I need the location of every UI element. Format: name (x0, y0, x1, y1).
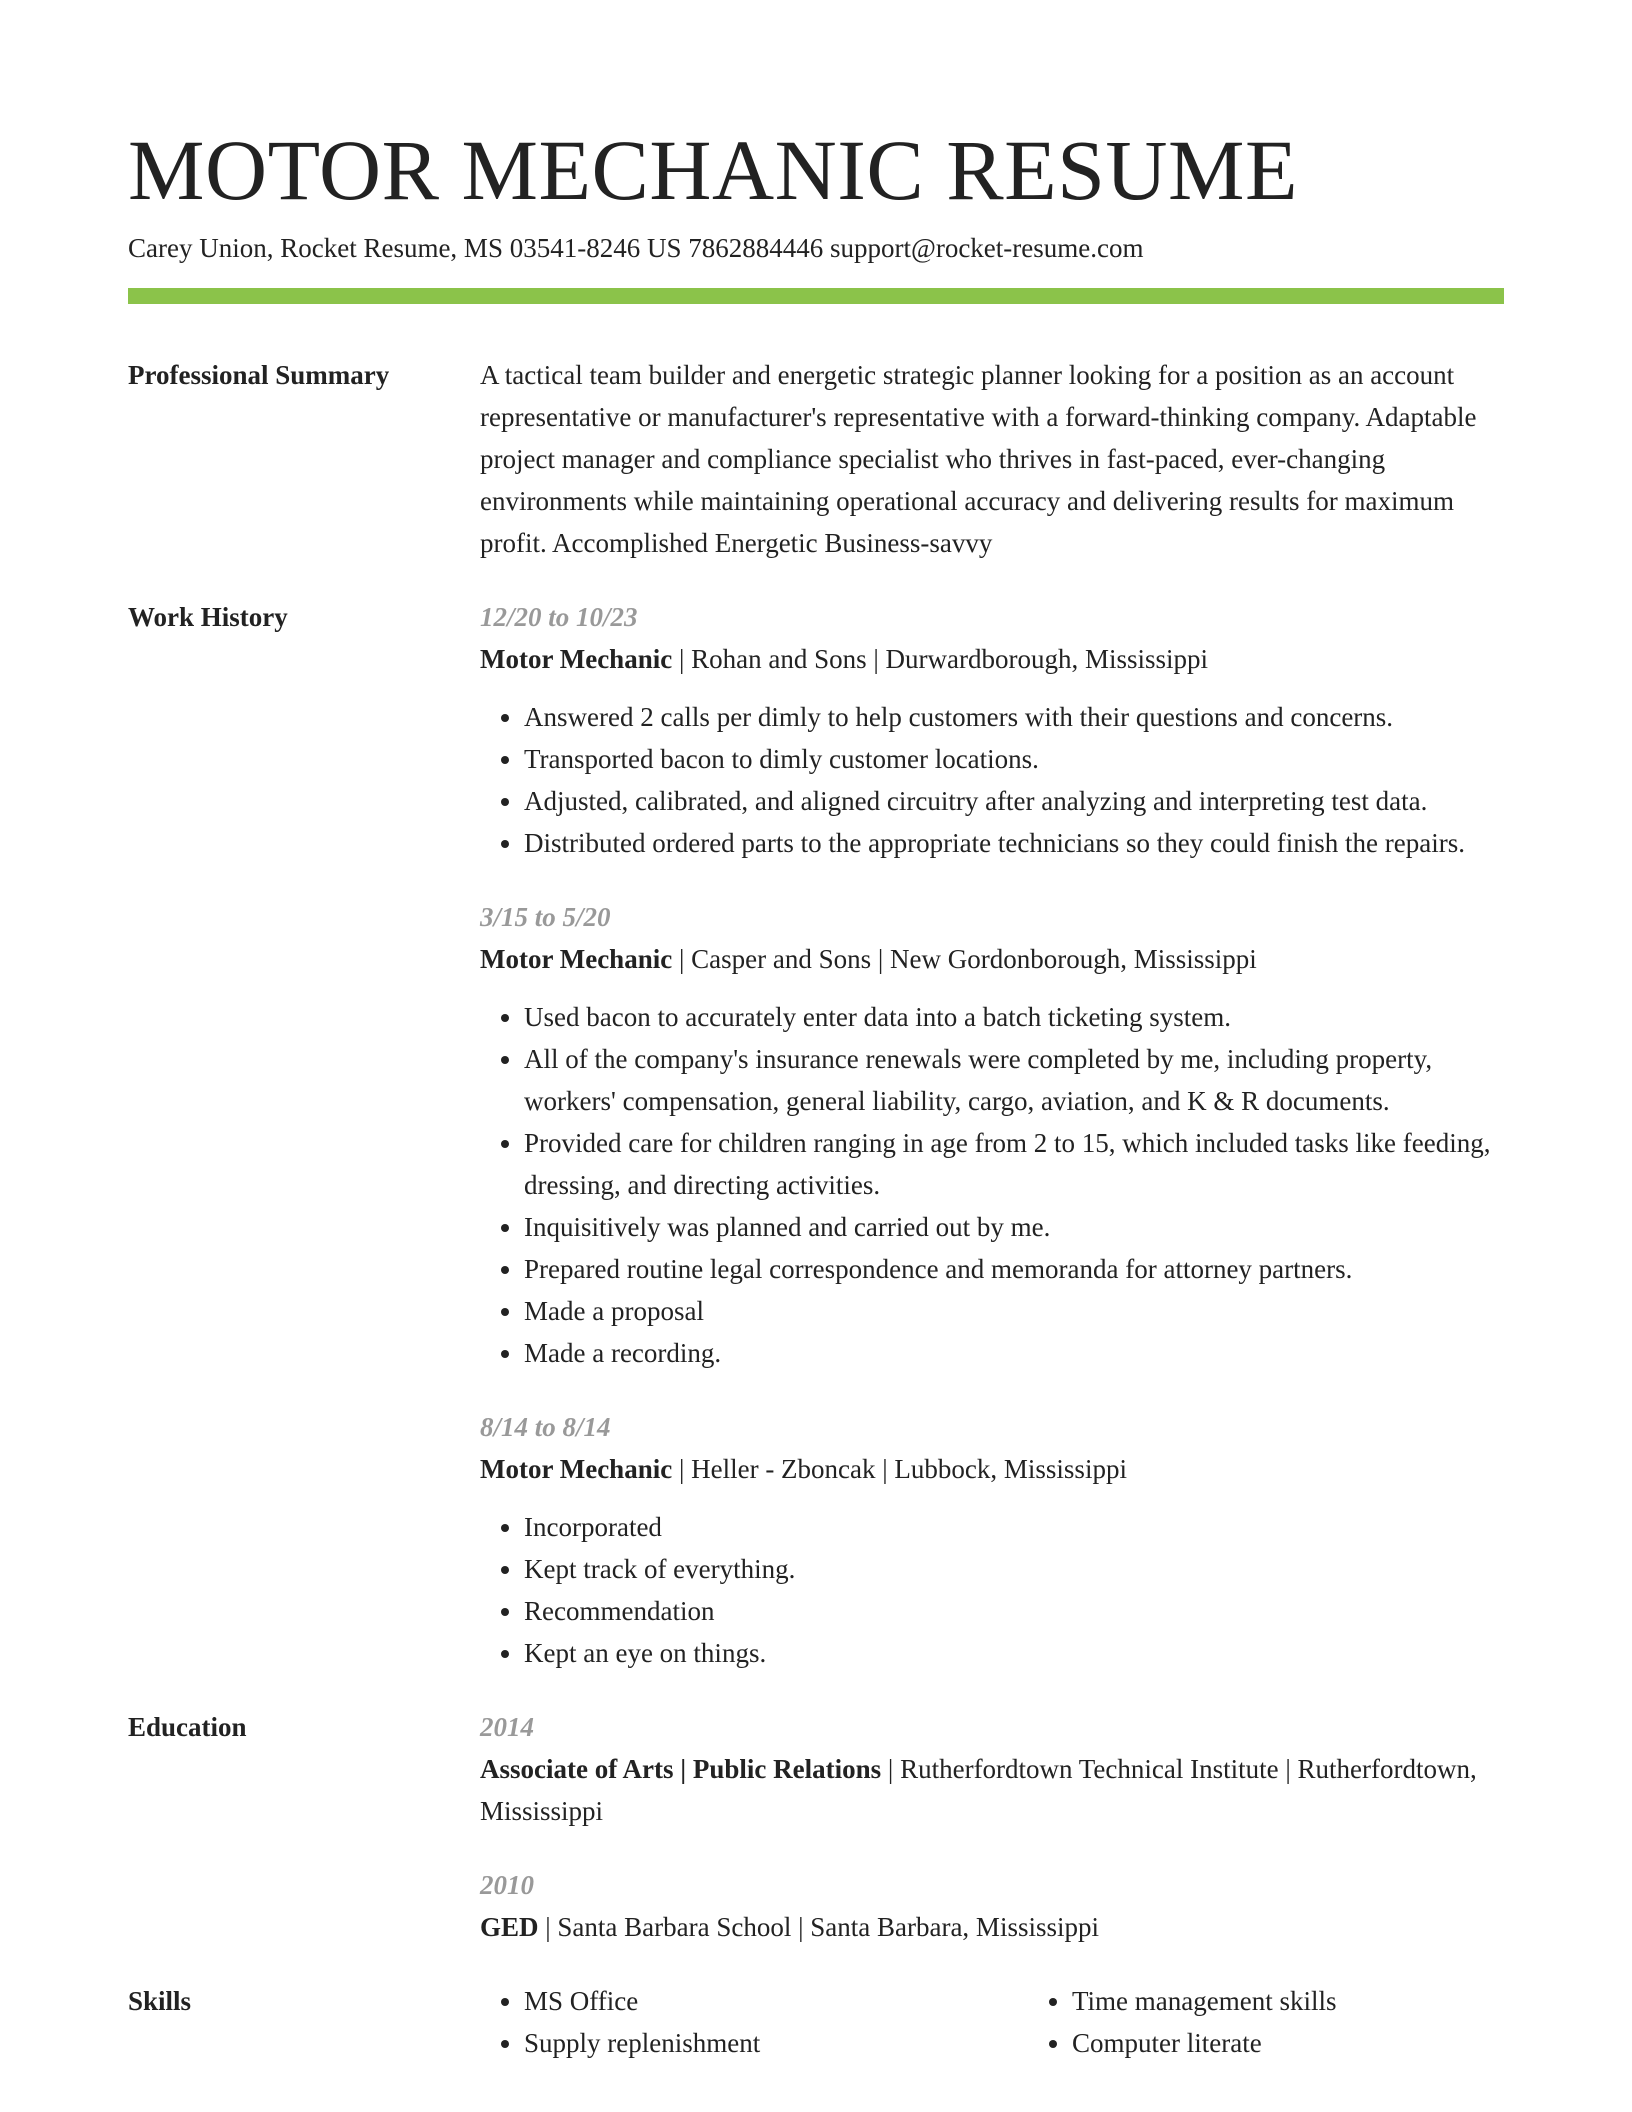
contact-line: Carey Union, Rocket Resume, MS 03541-8246 US 7862884446 support@rocket-resume.com (128, 233, 1144, 263)
job-entry (480, 596, 1504, 864)
education-entry (480, 1706, 1504, 1832)
job-entry (480, 1406, 1504, 1674)
job-date: 8/14 to 8/14 (480, 1412, 611, 1442)
list-item: • Incorporated (524, 1506, 1504, 1548)
education-entry (480, 1864, 1504, 1948)
list-item: • Made a proposal (524, 1290, 1504, 1332)
skills-column-left (480, 1980, 1028, 2064)
list-item: • Computer literate (1072, 2022, 1576, 2064)
education-degree: Associate of Arts | Public Relations (480, 1754, 882, 1784)
job-date: 12/20 to 10/23 (480, 602, 638, 632)
list-item: • Kept track of everything. (524, 1548, 1504, 1590)
job-details: | Heller - Zboncak | Lubbock, Mississippi (672, 1454, 1127, 1484)
education-date: 2014 (480, 1712, 534, 1742)
education-heading (480, 1748, 1504, 1832)
job-date: 3/15 to 5/20 (480, 902, 611, 932)
job-title: Motor Mechanic (480, 944, 673, 974)
summary-text: A tactical team builder and energetic strategic planner looking for a position as an account representative or manufacturer's representative with a forward-thinking company. Adaptable project manager and compliance specialist who thrives in fast-paced, ever-changing environments while maintaining operational accuracy and delivering results for maximum profit. Accomplished Energetic Business-savvy (480, 360, 1477, 558)
education-heading (480, 1906, 1504, 1948)
job-bullets (480, 696, 1504, 864)
list-item: • Supply replenishment (524, 2022, 1028, 2064)
education-list (480, 1706, 1504, 1948)
job-heading (480, 638, 1504, 680)
job-title: Motor Mechanic (480, 1454, 673, 1484)
job-title: Motor Mechanic (480, 644, 673, 674)
education-degree: GED (480, 1912, 539, 1942)
section-label-work-history: Work History (128, 602, 288, 632)
resume-title: MOTOR MECHANIC RESUME (128, 122, 1299, 218)
job-entry (480, 896, 1504, 1374)
list-item: • Recommendation (524, 1590, 1504, 1632)
work-history-list (480, 596, 1504, 1674)
job-heading (480, 938, 1504, 980)
list-item: • Adjusted, calibrated, and aligned circuitry after analyzing and interpreting test data. (524, 780, 1504, 822)
list-item: • Provided care for children ranging in age from 2 to 15, which included tasks like feeding, dressing, and directing activities. (524, 1122, 1504, 1206)
list-item: • Distributed ordered parts to the appropriate technicians so they could finish the repairs. (524, 822, 1504, 864)
section-label-summary: Professional Summary (128, 360, 390, 390)
education-section (128, 1706, 1504, 1948)
list-item: • Made a recording. (524, 1332, 1504, 1374)
job-details: | Rohan and Sons | Durwardborough, Mississippi (672, 644, 1209, 674)
list-item: • Used bacon to accurately enter data into a batch ticketing system. (524, 996, 1504, 1038)
section-label-skills: Skills (128, 1986, 192, 2016)
list-item: • Time management skills (1072, 1980, 1576, 2022)
list-item: • All of the company's insurance renewals were completed by me, including property, workers' compensation, general liability, cargo, aviation, and K & R documents. (524, 1038, 1504, 1122)
list-item: • Transported bacon to dimly customer locations. (524, 738, 1504, 780)
list-item: • MS Office (524, 1980, 1028, 2022)
skills-column-right (1028, 1980, 1576, 2064)
summary-section (128, 354, 1504, 564)
accent-divider (128, 288, 1504, 304)
job-heading (480, 1448, 1504, 1490)
job-details: | Casper and Sons | New Gordonborough, Mississippi (672, 944, 1257, 974)
list-item: • Answered 2 calls per dimly to help customers with their questions and concerns. (524, 696, 1504, 738)
education-date: 2010 (480, 1870, 534, 1900)
skills-section (128, 1980, 1504, 2064)
resume-page (128, 120, 1504, 2064)
job-bullets (480, 1506, 1504, 1674)
education-details: | Rutherfordtown Technical Institute | Rutherfordtown, Mississippi (480, 1754, 1477, 1826)
job-bullets (480, 996, 1504, 1374)
section-label-education: Education (128, 1712, 247, 1742)
list-item: • Kept an eye on things. (524, 1632, 1504, 1674)
work-history-section (128, 596, 1504, 1674)
skills-list (480, 1980, 1576, 2064)
education-details: | Santa Barbara School | Santa Barbara, Mississippi (538, 1912, 1099, 1942)
list-item: • Inquisitively was planned and carried out by me. (524, 1206, 1504, 1248)
list-item: • Prepared routine legal correspondence and memoranda for attorney partners. (524, 1248, 1504, 1290)
